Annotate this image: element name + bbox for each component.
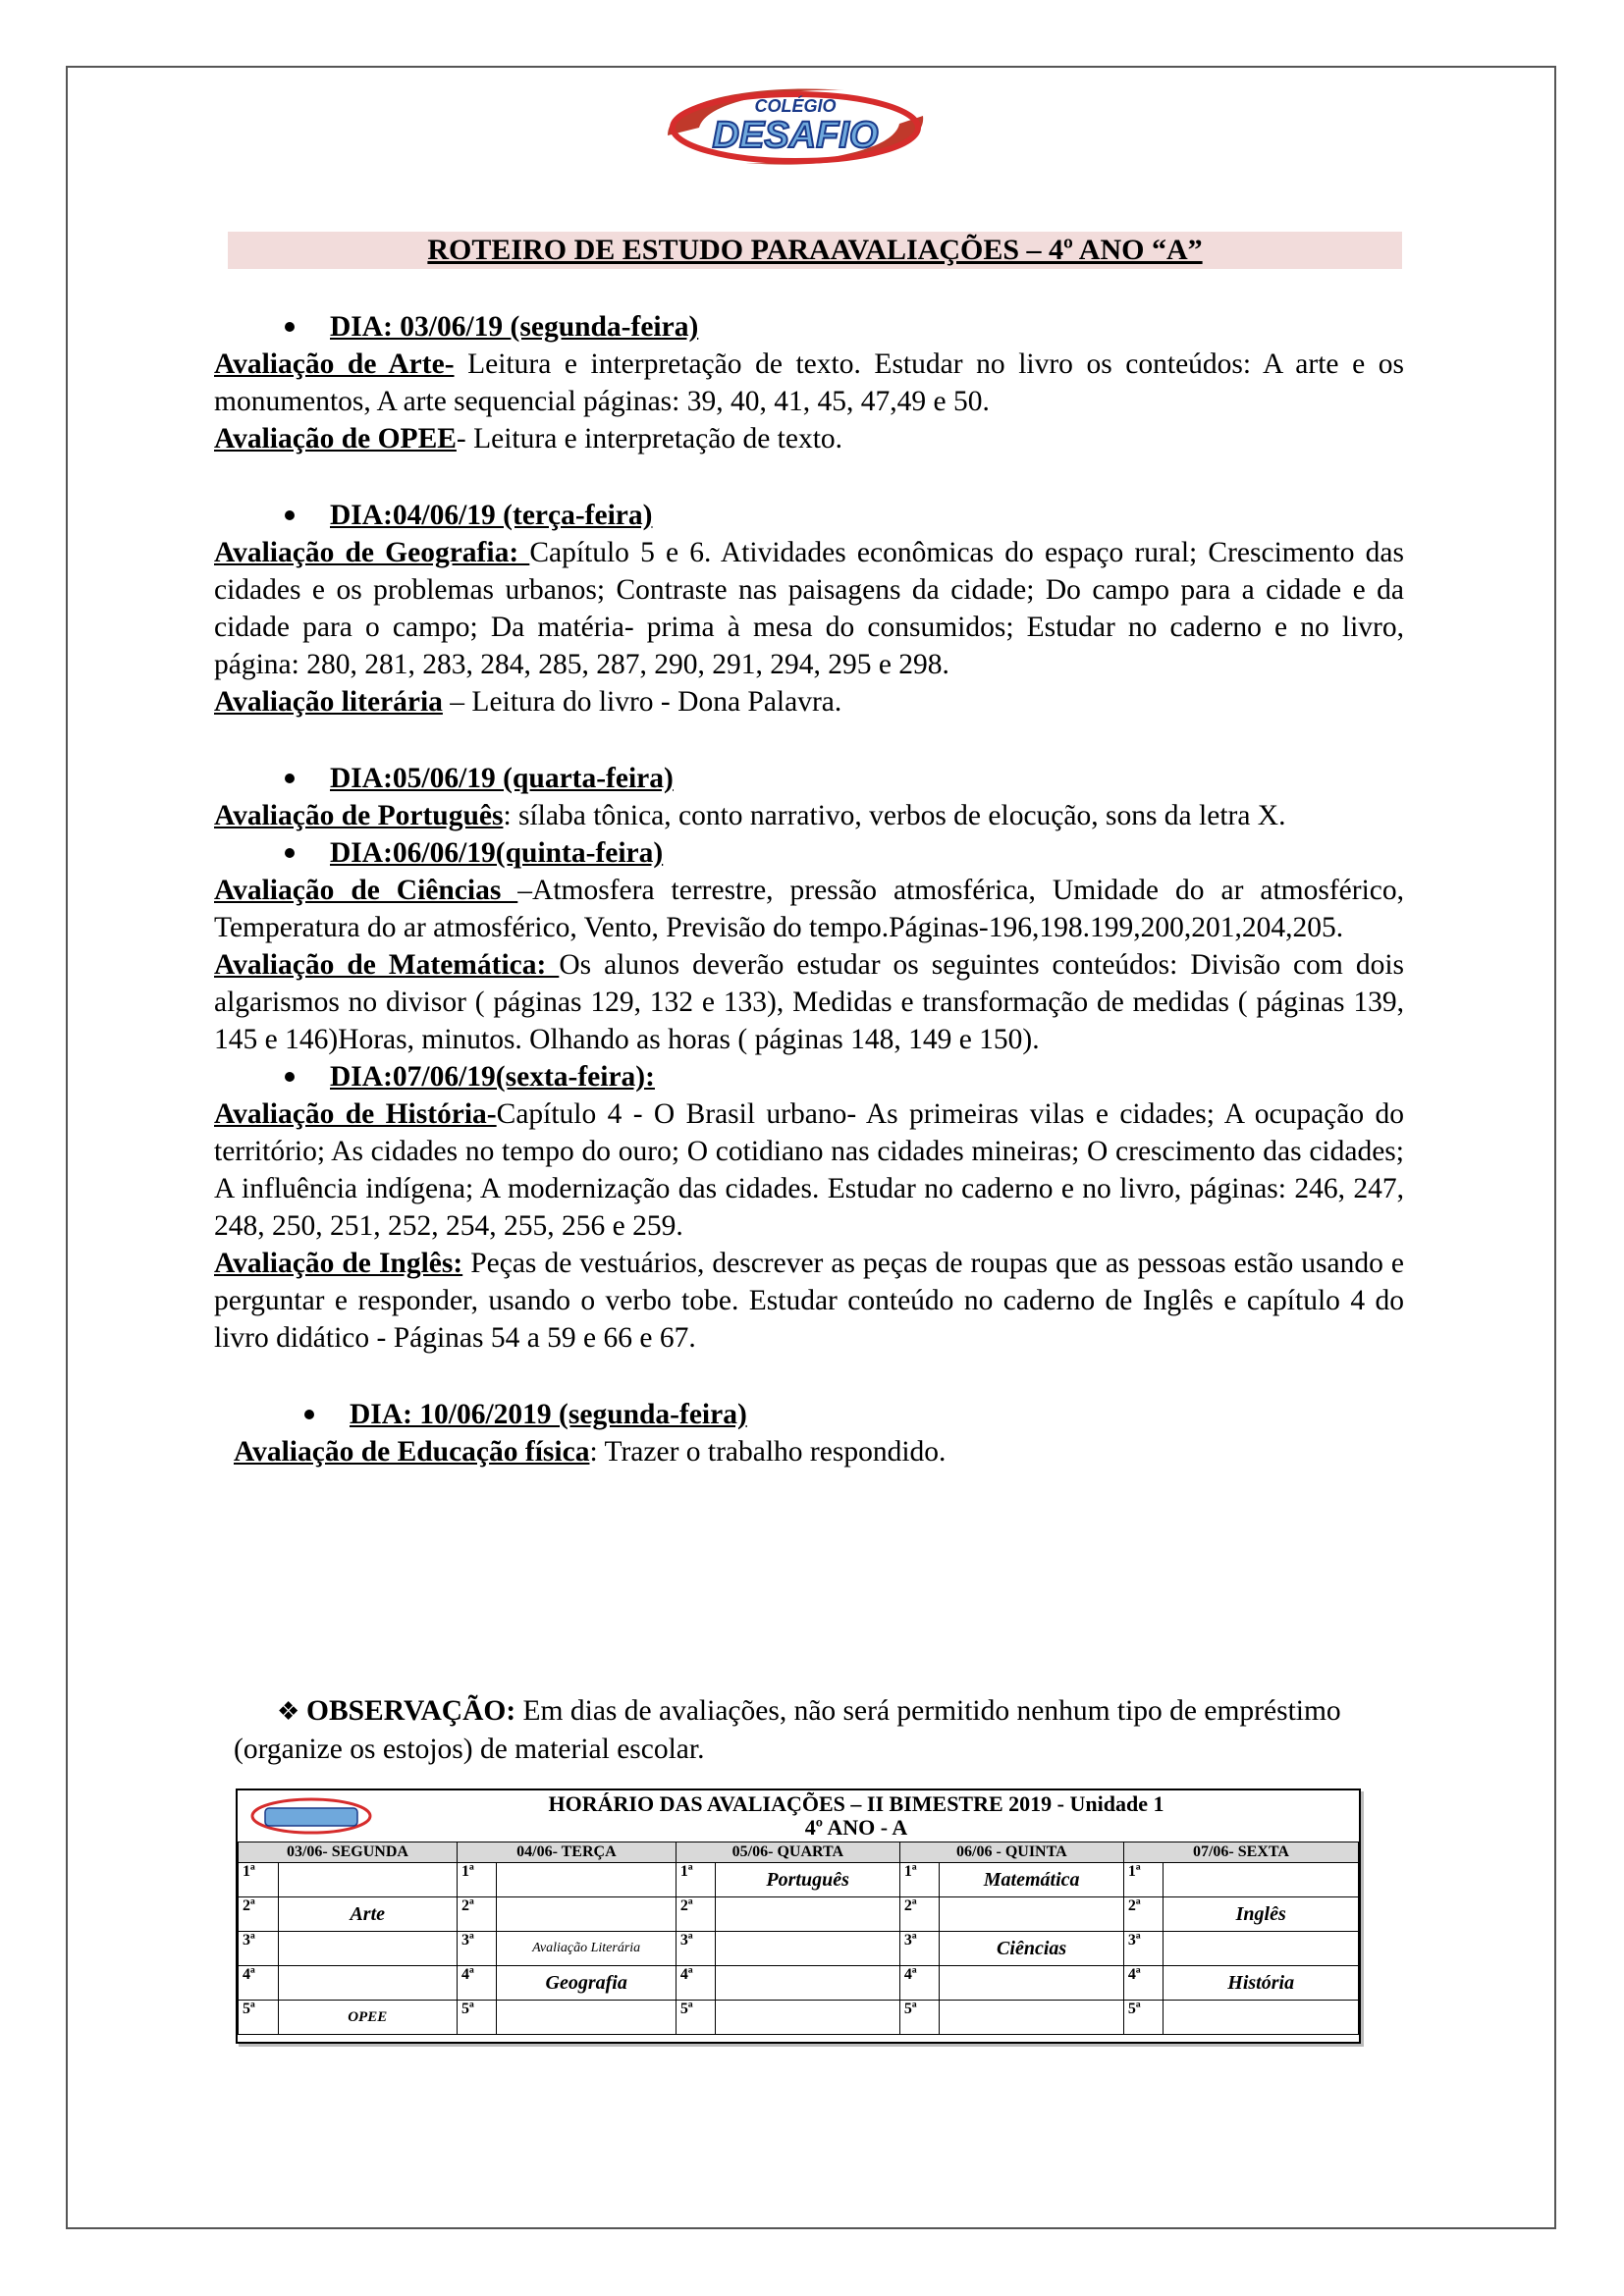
day-label: DIA: 10/06/2019 (segunda-feira) [350,1399,747,1430]
column-header: 03/06- SEGUNDA [239,1842,458,1863]
day-label: DIA: 03/06/19 (segunda-feira) [330,311,699,343]
exam-item: Avaliação de Educação física: Trazer o trabalho respondido. [234,1436,947,1468]
table-row: 4ª 4ª Geografia 4ª 4ª 4ª História [239,1966,1359,2001]
day-label: DIA:07/06/19(sexta-feira): [330,1061,655,1093]
schedule-subtitle: 4º ANO - A [804,1815,908,1840]
exam-item: Avaliação de Matemática: Os alunos deverão estudar os seguintes conteúdos: Divisão com dois algarismos no divisor ( páginas 129, 132 e 133), Medidas e transformação de medidas ( páginas 139, 145 e 146)Horas, minutos. Olhando as horas ( páginas 148, 149 e 150). [214,949,1404,1055]
observation [234,1692,1412,1768]
exam-item: Avaliação de Arte- Leitura e interpretação de texto. Estudar no livro os conteúdos: A arte e os monumentos, A arte sequencial páginas: 39, 40, 41, 45, 47,49 e 50. [214,348,1404,417]
table-row: 1ª 1ª 1ª Português 1ª Matemática 1ª [239,1863,1359,1897]
logo-main-text: DESAFIO [712,115,879,156]
title-bar [228,232,1402,269]
logo-top-text: COLÉGIO [754,96,837,116]
day-heading [234,1396,1404,1433]
day-label: DIA:06/06/19(quinta-feira) [330,837,664,869]
day-heading [214,308,1404,346]
exam-item: Avaliação de OPEE- Leitura e interpretação de texto. [214,423,843,454]
exam-item: Avaliação de Geografia: Capítulo 5 e 6. Atividades econômicas do espaço rural; Crescimento das cidades e os problemas urbanos; Contraste nas paisagens da cidade; Do campo para a cidade e da cidade para o campo; Da matéria- prima à mesa do consumidos; Estudar no caderno e no livro, página: 280, 281, 283, 284, 285, 287, 290, 291, 294, 295 e 298. [214,537,1404,680]
column-header: 06/06 - QUINTA [899,1842,1123,1863]
day-heading [214,760,1404,797]
schedule-table [238,1842,1359,2035]
desafio-logo-icon [648,77,943,175]
observation-label: OBSERVAÇÃO: [306,1695,516,1727]
day-label: DIA:05/06/19 (quarta-feira) [330,763,674,794]
schedule-title: HORÁRIO DAS AVALIAÇÕES – II BIMESTRE 2019 - Unidade 1 [548,1791,1164,1816]
table-row: 2ª Arte 2ª 2ª 2ª 2ª Inglês [239,1897,1359,1932]
day-heading [214,834,1404,872]
exam-item: Avaliação de Ciências –Atmosfera terrestre, pressão atmosférica, Umidade do ar atmosférico, Temperatura do ar atmosférico, Vento, Previsão do tempo.Páginas-196,198.199,200,201,204,205. [214,875,1404,943]
day-heading [214,1058,1404,1095]
column-header: 04/06- TERÇA [457,1842,676,1863]
schedule-logo-icon [247,1794,375,1838]
exam-item: Avaliação de História-Capítulo 4 - O Brasil urbano- As primeiras vilas e cidades; A ocupação do território; As cidades no tempo do ouro; O cotidiano nas cidades mineiras; O crescimento das cidades; A influência indígena; A modernização das cidades. Estudar no caderno e no livro, páginas: 246, 247, 248, 250, 251, 252, 254, 255, 256 e 259. [214,1098,1404,1242]
exam-schedule [236,1789,1361,2044]
table-row: 5ª OPEE 5ª 5ª 5ª 5ª [239,2001,1359,2035]
diamond-bullet-icon: ❖ [277,1697,300,1726]
exam-item: Avaliação de Inglês: Peças de vestuários, descrever as peças de roupas que as pessoas estão usando e perguntar e responder, usando o verbo tobe. Estudar conteúdo no caderno de Inglês e capítulo 4 do livro didático - Páginas 54 a 59 e 66 e 67. [214,1248,1404,1354]
schedule-header [238,1790,1359,1842]
column-header: 05/06- QUARTA [676,1842,899,1863]
study-guide [214,308,1404,1470]
column-header: 07/06- SEXTA [1123,1842,1358,1863]
exam-item: Avaliação de Português: sílaba tônica, conto narrativo, verbos de elocução, sons da letra X. [214,800,1286,831]
day-heading [214,497,1404,534]
observation-text: Em dias de avaliações, não será permitido nenhum tipo de empréstimo (organize os estojos) de material escolar. [234,1695,1341,1765]
page-title: ROTEIRO DE ESTUDO PARAAVALIAÇÕES – 4º ANO “A” [427,234,1203,266]
schedule-header-row [239,1842,1359,1863]
exam-item: Avaliação literária – Leitura do livro - Dona Palavra. [214,686,842,718]
table-row: 3ª 3ª Avaliação Literária 3ª 3ª Ciências 3ª [239,1932,1359,1966]
day-label: DIA:04/06/19 (terça-feira) [330,500,653,531]
